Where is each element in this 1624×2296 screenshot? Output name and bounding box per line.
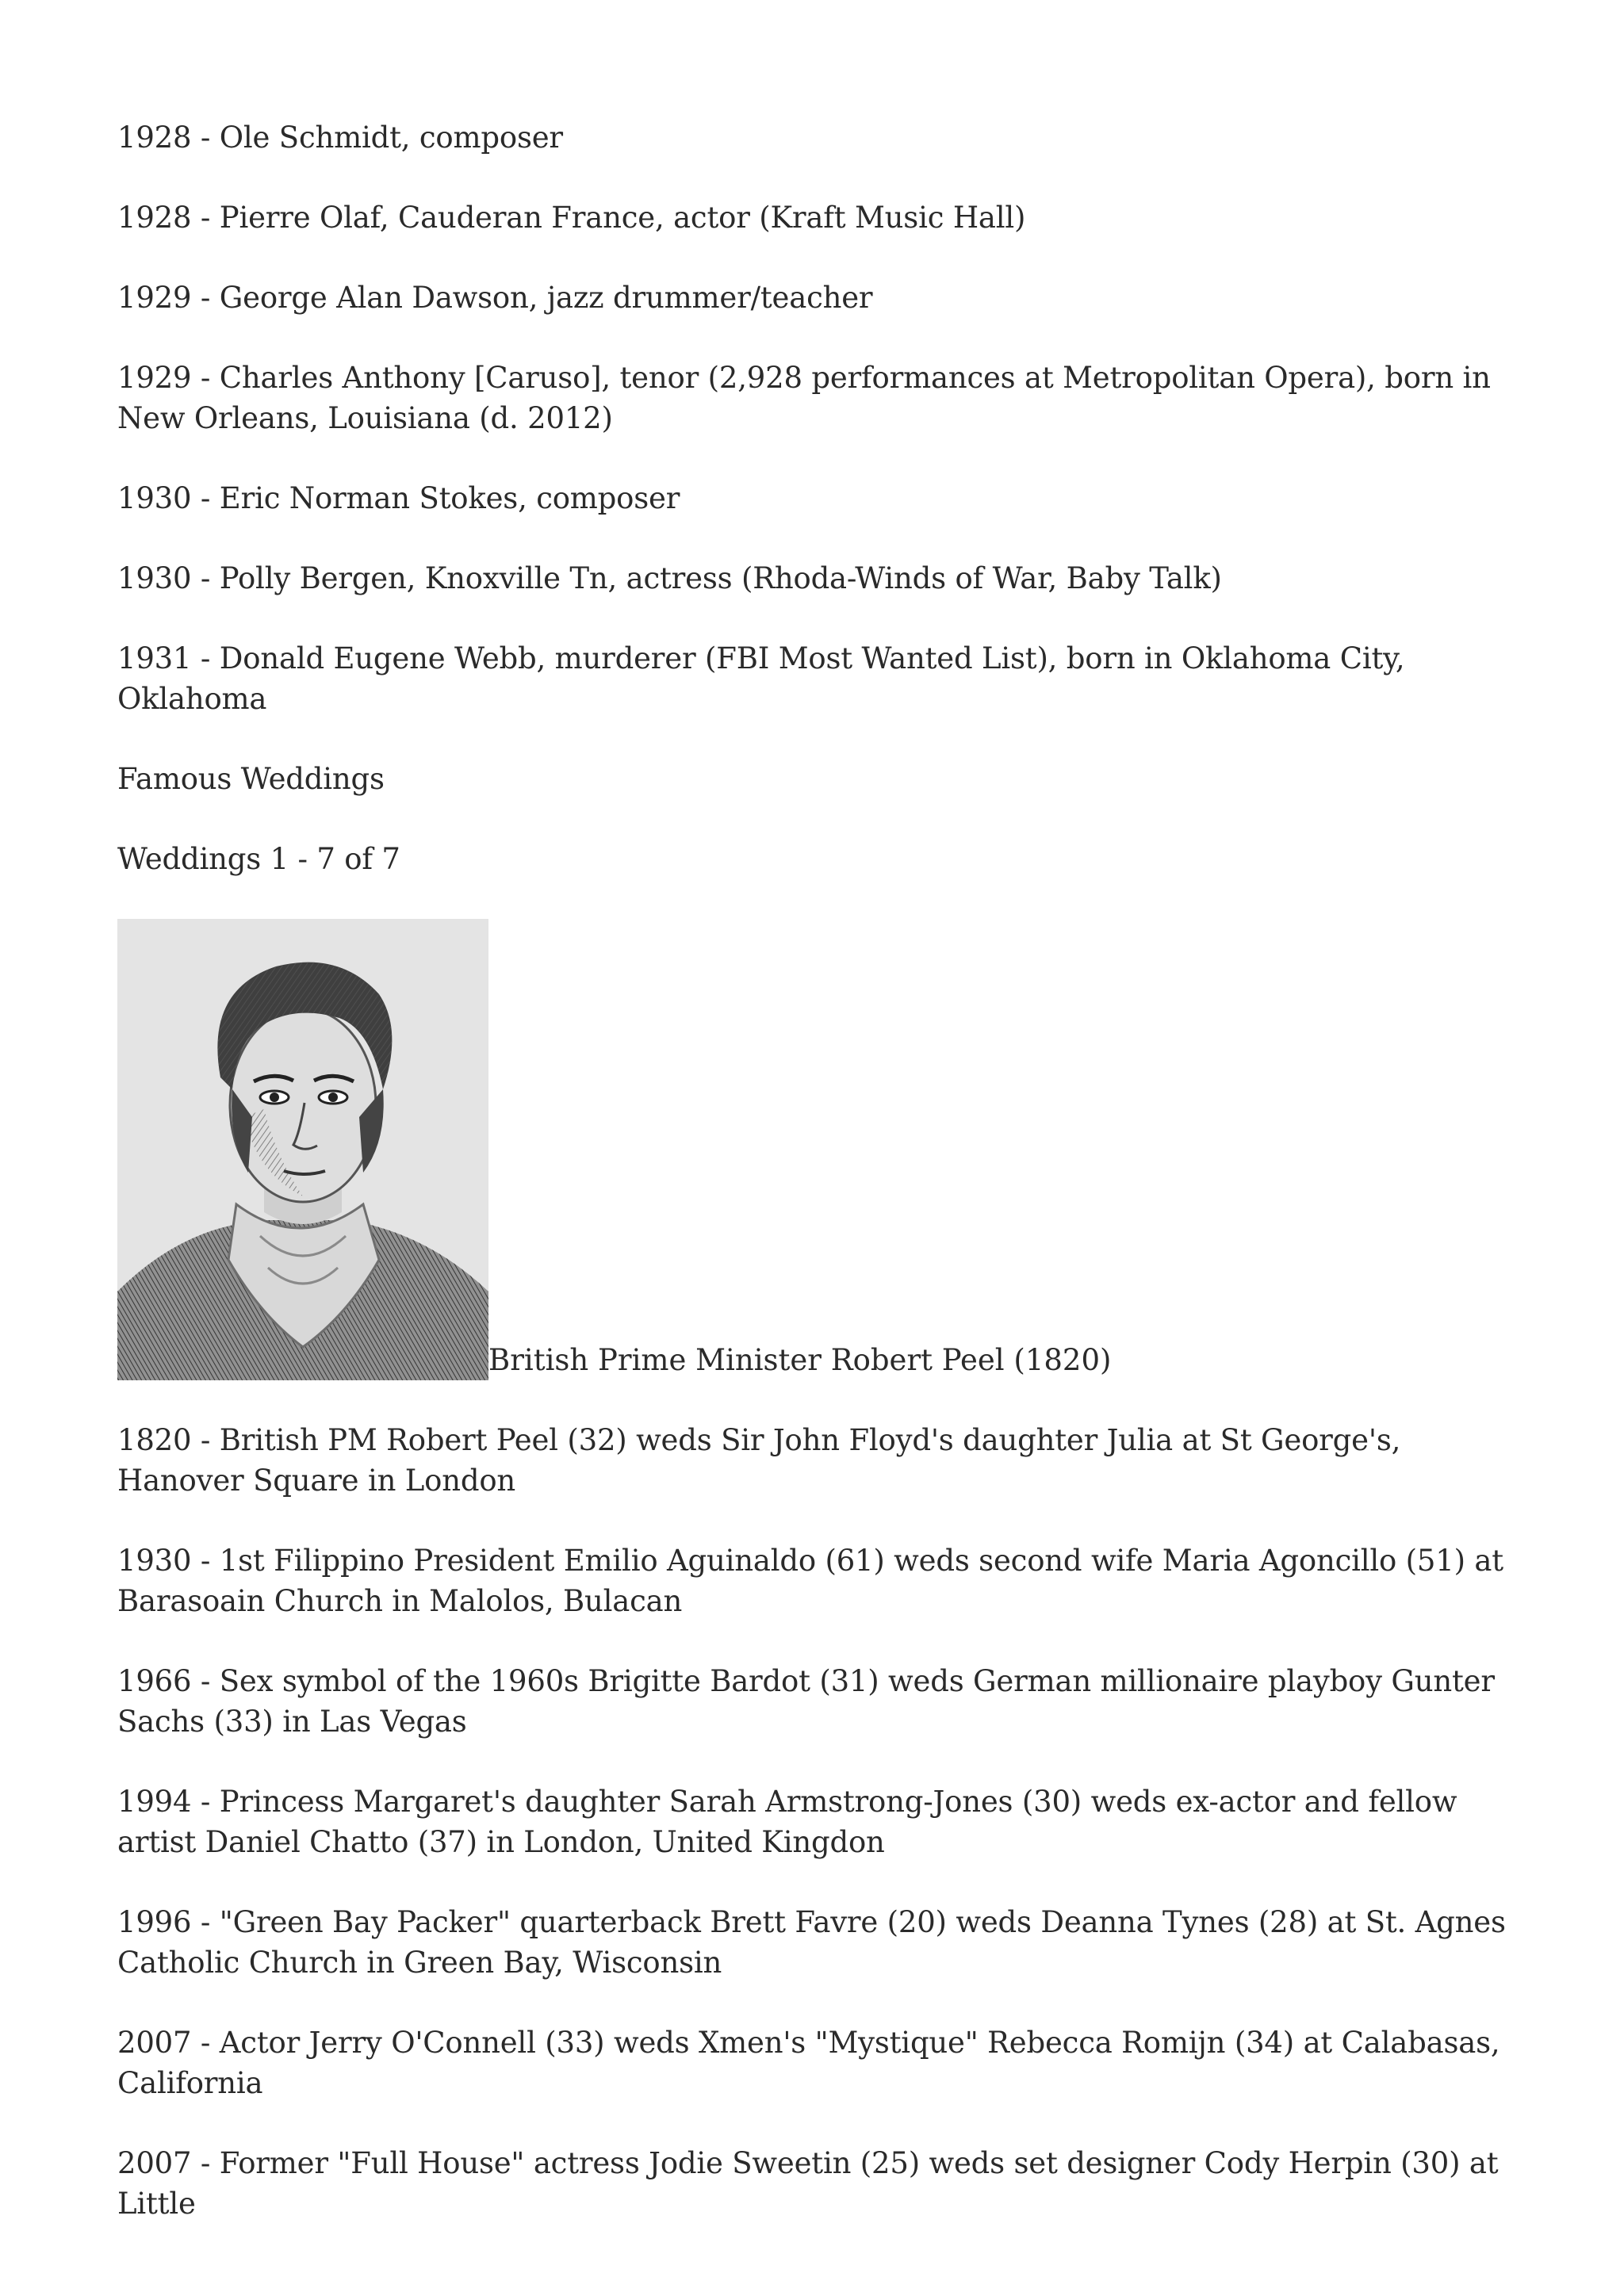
results-count: Weddings 1 - 7 of 7 bbox=[117, 842, 400, 876]
birth-entry: 1931 - Donald Eugene Webb, murderer (FBI Most Wanted List), born in Oklahoma City, Oklahoma bbox=[117, 641, 1405, 716]
portrait-figure bbox=[117, 919, 1513, 1380]
wedding-entry: 1994 - Princess Margaret's daughter Sarah Armstrong-Jones (30) weds ex-actor and fellow artist Daniel Chatto (37) in London, United Kingdon bbox=[117, 1785, 1457, 1859]
birth-entry: 1930 - Eric Norman Stokes, composer bbox=[117, 481, 680, 515]
birth-entry: 1928 - Ole Schmidt, composer bbox=[117, 121, 563, 155]
wedding-entry: 1930 - 1st Filippino President Emilio Aguinaldo (61) weds second wife Maria Agoncillo (51) at Barasoain Church in Malolos, Bulacan bbox=[117, 1544, 1503, 1618]
wedding-entry: 1966 - Sex symbol of the 1960s Brigitte Bardot (31) weds German millionaire playboy Gunter Sachs (33) in Las Vegas bbox=[117, 1664, 1495, 1739]
wedding-entry: 2007 - Former "Full House" actress Jodie Sweetin (25) weds set designer Cody Herpin (30) at Little bbox=[117, 2146, 1499, 2221]
wedding-entry: 2007 - Actor Jerry O'Connell (33) weds Xmen's "Mystique" Rebecca Romijn (34) at Calabasas, California bbox=[117, 2026, 1500, 2100]
birth-entry: 1929 - Charles Anthony [Caruso], tenor (2,928 performances at Metropolitan Opera), born in New Orleans, Louisiana (d. 2012) bbox=[117, 361, 1491, 435]
birth-entry: 1929 - George Alan Dawson, jazz drummer/teacher bbox=[117, 281, 873, 315]
portrait-caption: British Prime Minister Robert Peel (1820) bbox=[488, 1343, 1112, 1377]
wedding-entry: 1820 - British PM Robert Peel (32) weds Sir John Floyd's daughter Julia at St George's, Hanover Square in London bbox=[117, 1423, 1401, 1498]
birth-entry: 1928 - Pierre Olaf, Cauderan France, actor (Kraft Music Hall) bbox=[117, 201, 1026, 235]
section-heading: Famous Weddings bbox=[117, 762, 385, 796]
document-page bbox=[117, 117, 1513, 2263]
portrait-image bbox=[117, 919, 488, 1380]
wedding-entry: 1996 - "Green Bay Packer" quarterback Brett Favre (20) weds Deanna Tynes (28) at St. Agnes Catholic Church in Green Bay, Wisconsin bbox=[117, 1905, 1506, 1980]
birth-entry: 1930 - Polly Bergen, Knoxville Tn, actress (Rhoda-Winds of War, Baby Talk) bbox=[117, 561, 1222, 595]
